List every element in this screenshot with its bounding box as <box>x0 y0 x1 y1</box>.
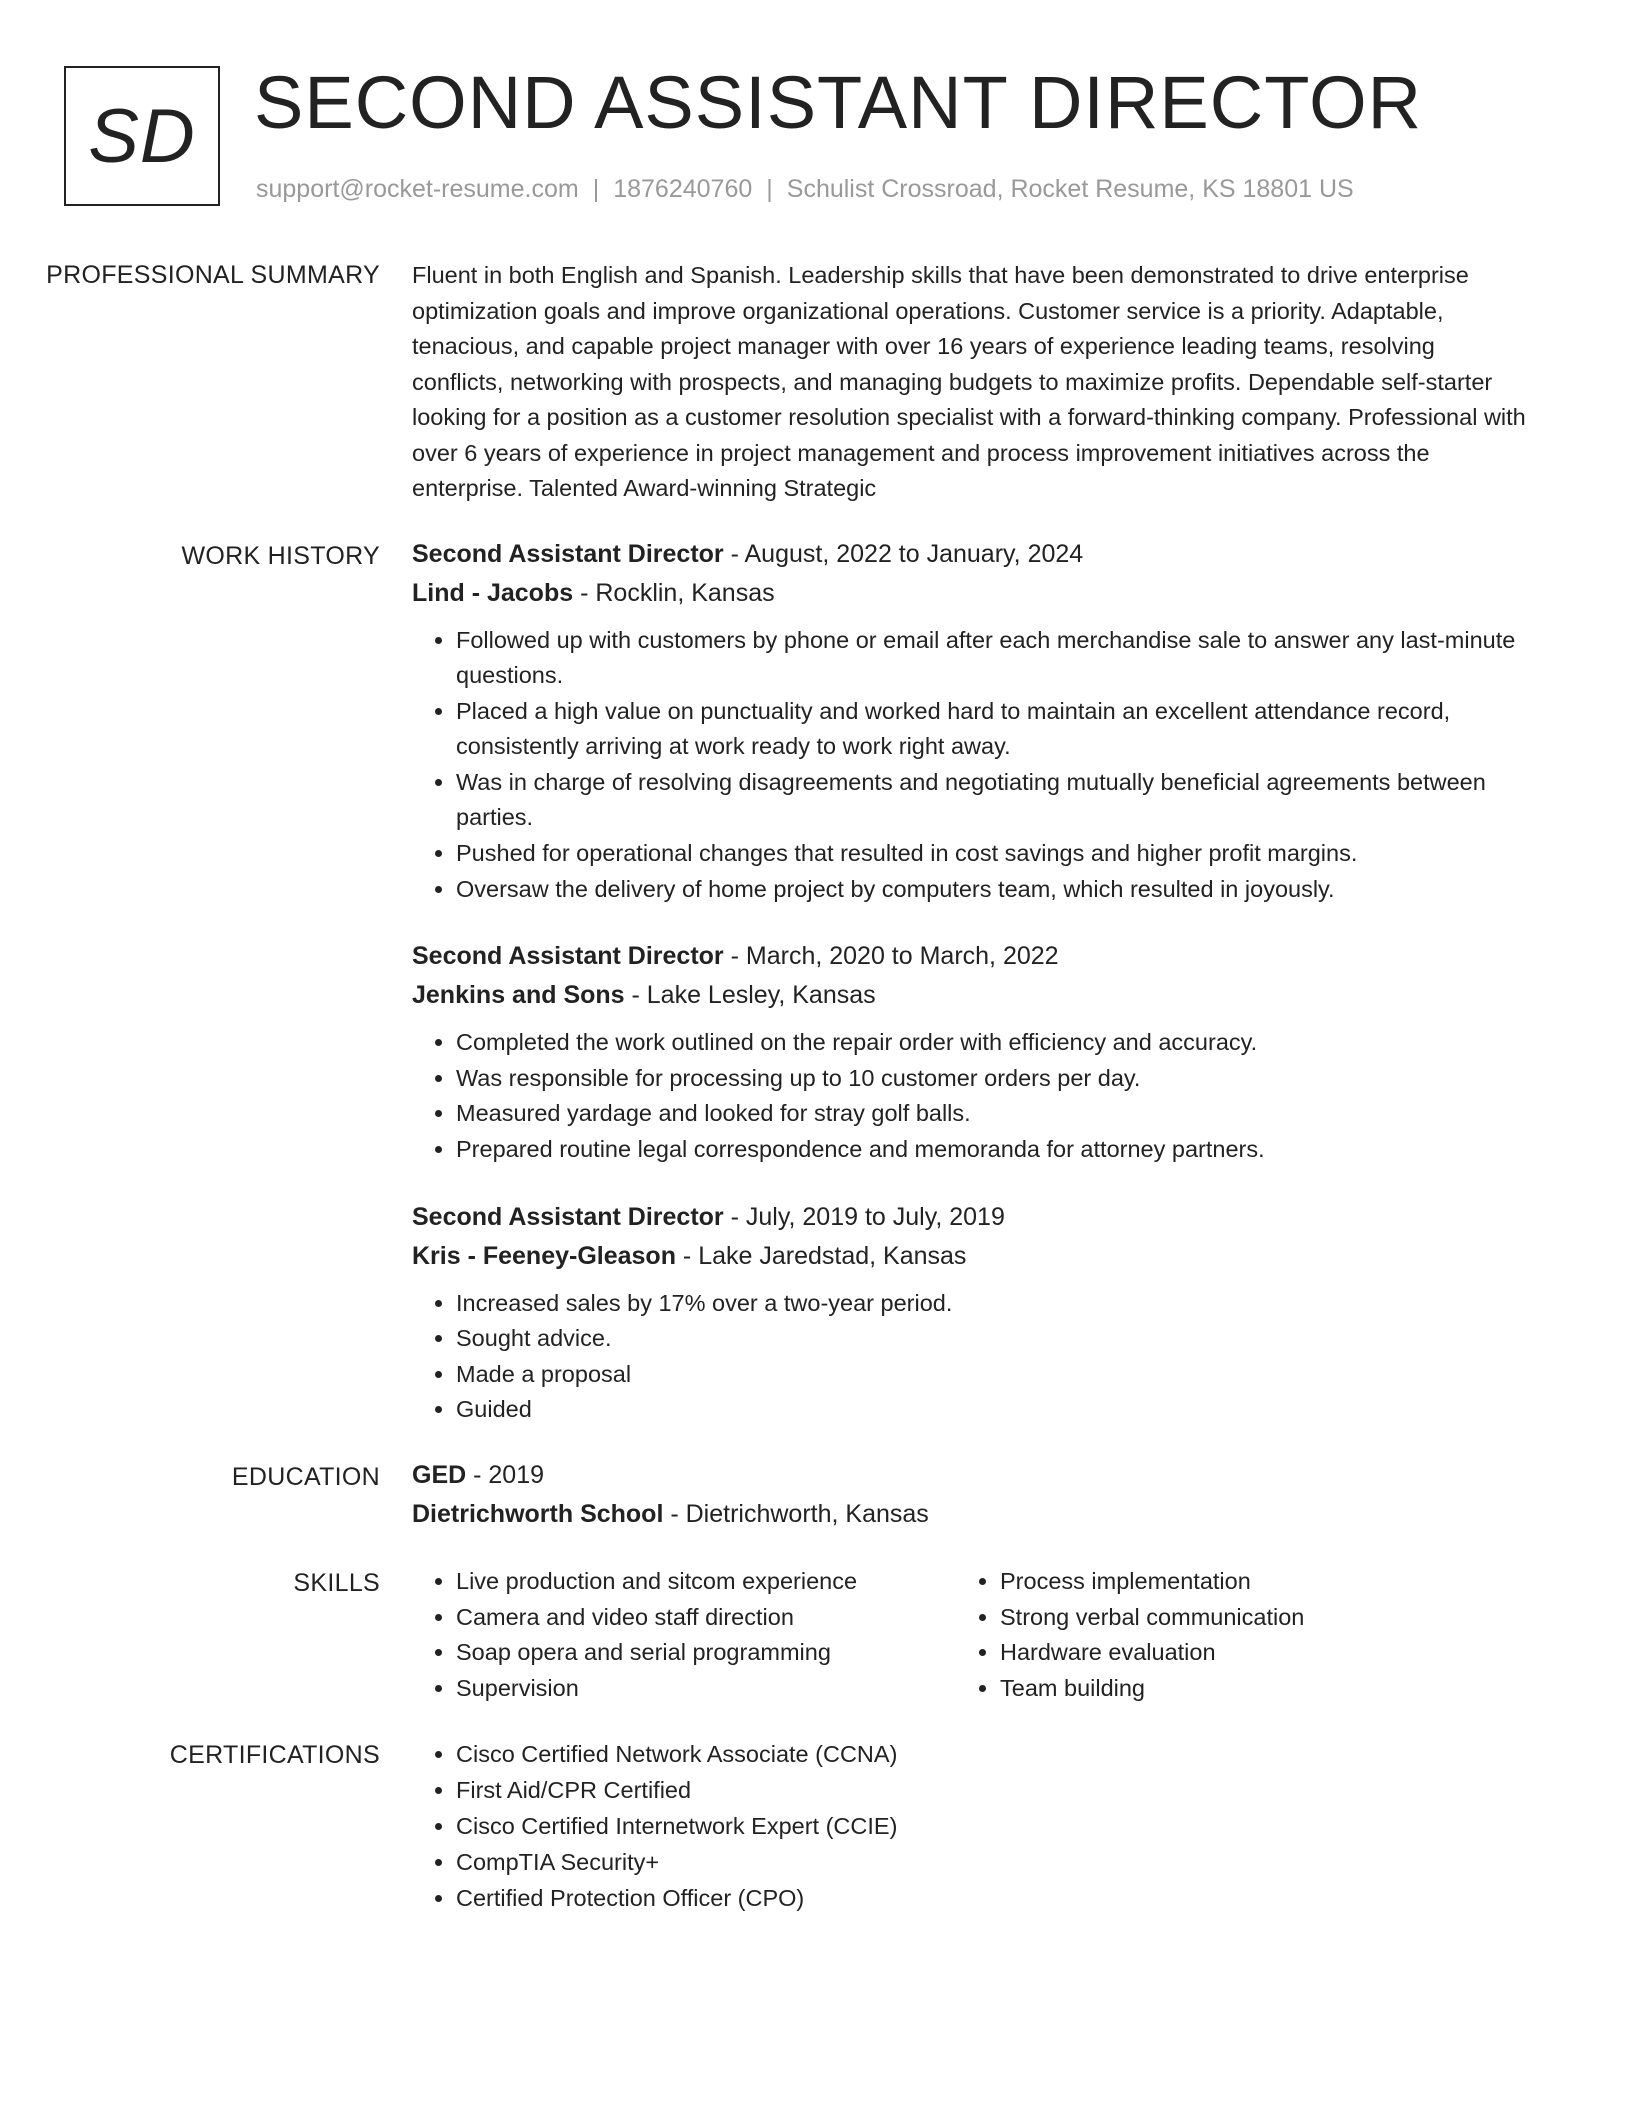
section-heading-education: EDUCATION <box>231 1463 380 1491</box>
section-heading-certifications: CERTIFICATIONS <box>169 1741 380 1770</box>
job-company-line <box>412 1237 1526 1276</box>
skills-body <box>412 1562 1526 1706</box>
list-item: • Camera and video staff direction <box>456 1600 956 1636</box>
job-entry <box>412 1198 1526 1428</box>
list-item: • Completed the work outlined on the repair order with efficiency and accuracy. <box>456 1025 1526 1061</box>
list-item: • Process implementation <box>1000 1564 1500 1600</box>
list-item: • Was in charge of resolving disagreements and negotiating mutually beneficial agreements between parties. <box>456 765 1526 836</box>
list-item: • Soap opera and serial programming <box>456 1635 956 1671</box>
page-title: SECOND ASSISTANT DIRECTOR <box>254 61 1423 144</box>
job-location: - Lake Lesley, Kansas <box>624 981 876 1010</box>
job-location: - Lake Jaredstad, Kansas <box>675 1241 967 1270</box>
contact-email[interactable]: support@rocket-resume.com <box>256 175 579 203</box>
certifications-body <box>412 1734 1526 1916</box>
list-item: • Sought advice. <box>456 1321 1526 1357</box>
contact-address: Schulist Crossroad, Rocket Resume, KS 18801 US <box>786 175 1354 203</box>
list-item: • First Aid/CPR Certified <box>456 1772 1526 1808</box>
job-entry <box>412 535 1526 908</box>
section-heading-skills: SKILLS <box>293 1569 380 1597</box>
list-item: • Strong verbal communication <box>1000 1600 1500 1636</box>
job-title-line <box>412 535 1526 574</box>
job-entry <box>412 937 1526 1167</box>
resume-content <box>0 254 1632 1944</box>
contact-separator: | <box>592 175 600 203</box>
job-title: Second Assistant Director <box>412 1202 724 1231</box>
list-item: • Guided <box>456 1392 1526 1428</box>
list-item: • Certified Protection Officer (CPO) <box>456 1880 1526 1916</box>
job-title: Second Assistant Director <box>412 539 724 568</box>
list-item: • Hardware evaluation <box>1000 1635 1500 1671</box>
list-item: • Increased sales by 17% over a two-year period. <box>456 1286 1526 1322</box>
list-item: • Supervision <box>456 1671 956 1707</box>
list-item: • Measured yardage and looked for stray golf balls. <box>456 1096 1526 1132</box>
skills-grid <box>412 1562 1526 1706</box>
work-history-section <box>0 535 1632 1429</box>
job-dates: - March, 2020 to March, 2022 <box>723 942 1059 971</box>
list-item: • Placed a high value on punctuality and worked hard to maintain an excellent attendance record, consistently arriving at work ready to work right away. <box>456 694 1526 765</box>
education-school: Dietrichworth School <box>412 1500 664 1528</box>
contact-phone[interactable]: 1876240760 <box>613 175 753 203</box>
list-item: • Made a proposal <box>456 1357 1526 1393</box>
summary-text: Fluent in both English and Spanish. Leadership skills that have been demonstrated to drive enterprise optimization goals and improve organizational operations. Customer service is a priority. Adaptable, tenacious, and capable project manager with over 16 years of experience leading teams, resolving conflicts, networking with prospects, and managing budgets to maximize profits. Dependable self-starter looking for a position as a customer resolution specialist with a forward-thinking company. Professional with over 6 years of experience in project management and process improvement initiatives across the enterprise. Talented Award-winning Strategic <box>412 262 1526 501</box>
job-location: - Rocklin, Kansas <box>573 578 775 607</box>
section-heading-work-history: WORK HISTORY <box>181 541 380 570</box>
job-company: Jenkins and Sons <box>412 981 625 1010</box>
job-bullets <box>412 1025 1526 1167</box>
monogram-logo: SD <box>64 66 220 206</box>
skills-list-left <box>412 1564 956 1706</box>
list-item: • Team building <box>1000 1671 1500 1707</box>
list-item: • Was responsible for processing up to 10 customer orders per day. <box>456 1061 1526 1097</box>
job-company-line <box>412 976 1526 1015</box>
summary-body <box>412 254 1526 507</box>
list-item: • Followed up with customers by phone or email after each merchandise sale to answer any last-minute questions. <box>456 623 1526 694</box>
job-bullets <box>412 623 1526 908</box>
job-dates: - July, 2019 to July, 2019 <box>723 1202 1005 1231</box>
skills-list-right <box>956 1564 1500 1706</box>
certifications-section <box>0 1734 1632 1916</box>
summary-section <box>0 254 1632 507</box>
list-item: • Live production and sitcom experience <box>456 1564 956 1600</box>
education-body <box>412 1456 1526 1534</box>
education-section <box>0 1456 1632 1534</box>
contact-line <box>256 172 1354 206</box>
job-company: Lind - Jacobs <box>412 578 574 607</box>
education-degree: GED <box>412 1461 467 1489</box>
job-title: Second Assistant Director <box>412 942 724 971</box>
list-item: • Cisco Certified Internetwork Expert (CCIE) <box>456 1808 1526 1844</box>
list-item: • Pushed for operational changes that resulted in cost savings and higher profit margins. <box>456 836 1526 872</box>
job-title-line <box>412 937 1526 976</box>
education-school-line <box>412 1495 1526 1534</box>
list-item: • Prepared routine legal correspondence and memoranda for attorney partners. <box>456 1132 1526 1168</box>
education-location: - Dietrichworth, Kansas <box>663 1500 929 1528</box>
education-degree-line <box>412 1456 1526 1495</box>
contact-separator: | <box>766 175 773 203</box>
work-history-body <box>412 535 1526 1429</box>
job-dates: - August, 2022 to January, 2024 <box>723 539 1084 568</box>
list-item: • CompTIA Security+ <box>456 1844 1526 1880</box>
list-item: • Oversaw the delivery of home project by computers team, which resulted in joyously. <box>456 872 1526 908</box>
job-title-line <box>412 1198 1526 1237</box>
certifications-list <box>412 1736 1526 1916</box>
section-heading-summary: PROFESSIONAL SUMMARY <box>46 261 380 289</box>
list-item: • Cisco Certified Network Associate (CCNA) <box>456 1736 1526 1772</box>
job-bullets <box>412 1286 1526 1428</box>
job-company-line <box>412 574 1526 613</box>
skills-section <box>0 1562 1632 1706</box>
job-company: Kris - Feeney-Gleason <box>412 1241 676 1270</box>
education-year: - 2019 <box>466 1461 545 1489</box>
